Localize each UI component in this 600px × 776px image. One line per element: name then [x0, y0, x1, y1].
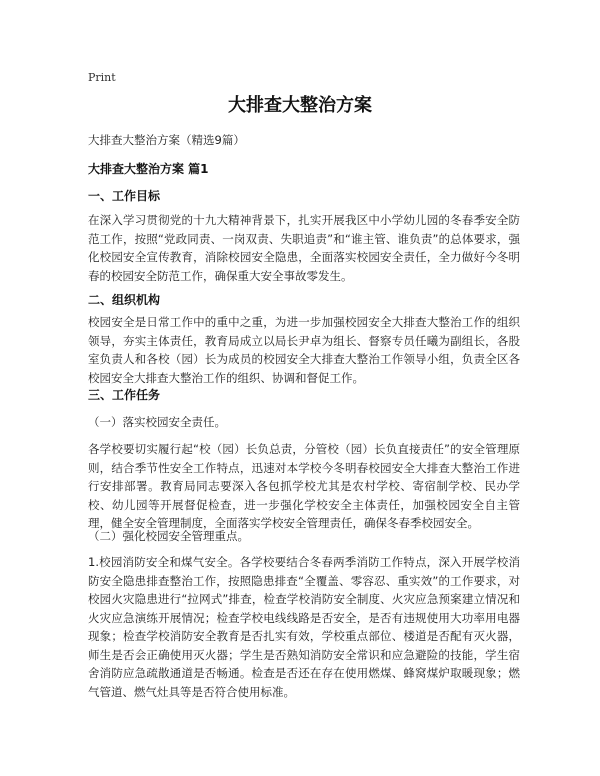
- article-heading: 大排查大整治方案 篇1: [88, 162, 209, 176]
- section-paragraph-goals: 在深入学习贯彻党的十九大精神背景下，扎实开展我区中小学幼儿园的冬春季安全防范工作，按照“党政同责、一岗双责、失职追责”和“谁主管、谁负责”的总体要求，强化校园安全宣传教育，消除校园安全隐患，全面落实校园安全责任，全力做好今冬明春的校园安全防范工作，确保重大安全事故零发生。: [88, 213, 520, 283]
- subsection-paragraph-fire-safety: 1.校园消防安全和煤气安全。各学校要结合冬春两季消防工作特点，深入开展学校消防安全隐患排查整治工作，按照隐患排查“全覆盖、零容忍、重实效”的工作要求，对校园火灾隐患进行“拉网式”排查，检查学校消防安全制度、火灾应急预案建立情况和火灾应急演练开展情况；检查学校电线线路是否安全，是否有违规使用大功率用电器现象；检查学校消防安全教育是否扎实有效，学校重点部位、楼道是否配有灭火器，师生是否会正确使用灭火器；学生是否熟知消防安全常识和应急避险的技能，学生宿舍消防应急疏散通道是否畅通。检查是否还在存在使用燃煤、蜂窝煤炉取暖现象；燃气管道、燃气灶具等是否符合使用标准。: [88, 555, 520, 699]
- section-heading-goals: 一、工作目标: [88, 189, 161, 203]
- subsection-heading-management: （二）强化校园安全管理重点。: [88, 529, 249, 543]
- section-heading-tasks: 三、工作任务: [88, 388, 161, 402]
- subsection-heading-responsibility: （一）落实校园安全责任。: [88, 415, 226, 429]
- document-subtitle: 大排查大整治方案（精选9篇）: [88, 133, 245, 147]
- section-paragraph-organization: 校园安全是日常工作中的重中之重，为进一步加强校园安全大排查大整治工作的组织领导，夯实主体责任，教育局成立以局长尹卓为组长、督察专员任曦为副组长，各股室负责人和各校（园）长为成员的校园安全大排查大整治工作领导小组，负责全区各校园安全大排查大整治工作的组织、协调和督促工作。: [88, 315, 520, 385]
- document-title: 大排查大整治方案: [228, 95, 372, 116]
- print-link[interactable]: Print: [88, 71, 116, 84]
- section-heading-organization: 二、组织机构: [88, 293, 161, 307]
- subsection-paragraph-responsibility: 各学校要切实履行起“校（园）长负总责，分管校（园）长负直接责任”的安全管理原则，结合季节性安全工作特点，迅速对本学校今冬明春校园安全大排查大整治工作进行安排部署。教育局同志要深入各包抓学校尤其是农村学校、寄宿制学校、民办学校、幼儿园等开展督促检查，进一步强化学校安全主体责任，加强校园安全自主管理，健全安全管理制度，全面落实学校安全管理责任，确保冬春季校园安全。: [88, 442, 520, 530]
